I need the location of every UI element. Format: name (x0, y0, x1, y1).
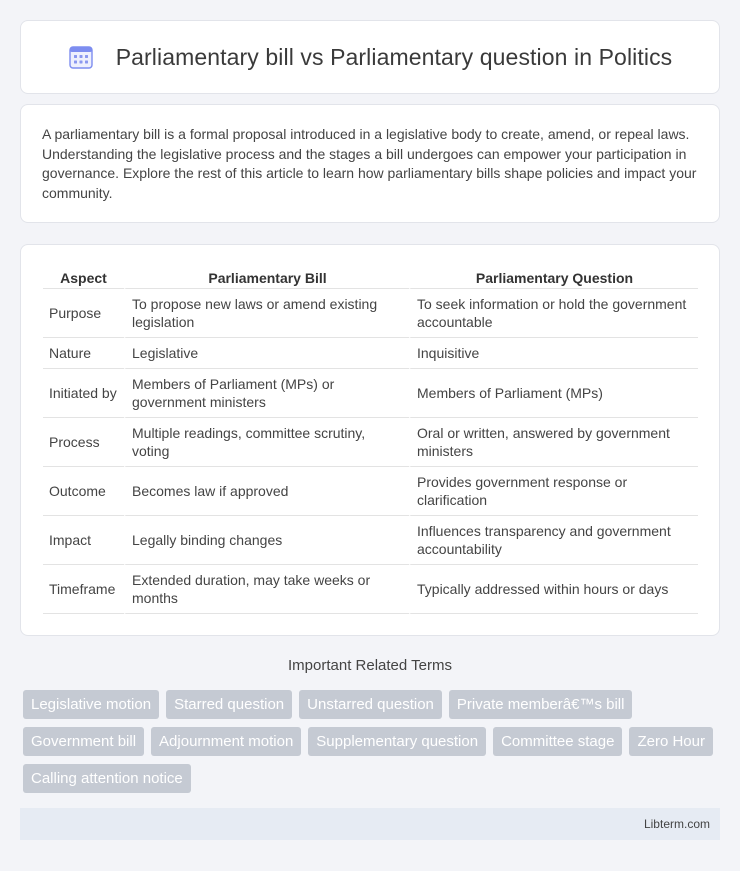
footer-brand-link[interactable]: Libterm.com (643, 817, 710, 831)
table-cell-question: Influences transparency and government accountability (409, 516, 698, 565)
calendar-grid-icon (68, 44, 94, 70)
table-cell-bill: Becomes law if approved (124, 467, 409, 516)
related-term-tag[interactable]: Adjournment motion (151, 727, 301, 756)
header-card (20, 20, 720, 94)
related-term-tag[interactable]: Zero Hour (629, 727, 713, 756)
table-cell-question: Typically addressed within hours or days (409, 565, 698, 614)
table-row (43, 338, 698, 369)
table-cell-aspect: Initiated by (43, 369, 124, 418)
table-cell-question: Inquisitive (409, 338, 698, 369)
related-terms-list (23, 690, 723, 793)
table-cell-bill: Members of Parliament (MPs) or government ministers (124, 369, 409, 418)
table-cell-bill: Extended duration, may take weeks or months (124, 565, 409, 614)
table-cell-aspect: Impact (43, 516, 124, 565)
table-cell-question: To seek information or hold the government accountable (409, 289, 698, 338)
table-row (43, 289, 698, 338)
related-term-tag[interactable]: Calling attention notice (23, 764, 191, 793)
related-term-tag[interactable]: Private memberâ€™s bill (449, 690, 633, 719)
intro-text: A parliamentary bill is a formal proposal introduced in a legislative body to create, amend, or repeal laws. Understanding the legislative process and the stages a bill undergoes can empower your participation in governance. Explore the rest of this article to learn how parliamentary bills shape policies and impact your community. (42, 126, 697, 201)
table-cell-bill: To propose new laws or amend existing legislation (124, 289, 409, 338)
table-row (43, 565, 698, 614)
footer (20, 808, 720, 840)
table-cell-aspect: Nature (43, 338, 124, 369)
page-title: Parliamentary bill vs Parliamentary question in Politics (115, 43, 673, 70)
related-terms-title: Important Related Terms (288, 657, 452, 674)
column-header-aspect: Aspect (43, 267, 124, 289)
related-term-tag[interactable]: Committee stage (493, 727, 622, 756)
table-cell-aspect: Process (43, 418, 124, 467)
table-cell-question: Members of Parliament (MPs) (409, 369, 698, 418)
table-row (43, 516, 698, 565)
related-term-tag[interactable]: Legislative motion (23, 690, 159, 719)
comparison-table (43, 267, 698, 614)
table-cell-question: Provides government response or clarification (409, 467, 698, 516)
related-term-tag[interactable]: Unstarred question (299, 690, 442, 719)
related-term-tag[interactable]: Supplementary question (308, 727, 486, 756)
table-row (43, 467, 698, 516)
related-term-tag[interactable]: Government bill (23, 727, 144, 756)
table-row (43, 418, 698, 467)
column-header-bill: Parliamentary Bill (124, 267, 409, 289)
table-cell-bill: Multiple readings, committee scrutiny, voting (124, 418, 409, 467)
table-cell-question: Oral or written, answered by government ministers (409, 418, 698, 467)
table-cell-bill: Legally binding changes (124, 516, 409, 565)
table-cell-aspect: Timeframe (43, 565, 124, 614)
table-cell-aspect: Purpose (43, 289, 124, 338)
table-cell-aspect: Outcome (43, 467, 124, 516)
table-header-row (43, 267, 698, 289)
column-header-question: Parliamentary Question (409, 267, 698, 289)
comparison-card (20, 244, 720, 636)
table-cell-bill: Legislative (124, 338, 409, 369)
related-term-tag[interactable]: Starred question (166, 690, 292, 719)
intro-card (20, 104, 720, 223)
table-row (43, 369, 698, 418)
